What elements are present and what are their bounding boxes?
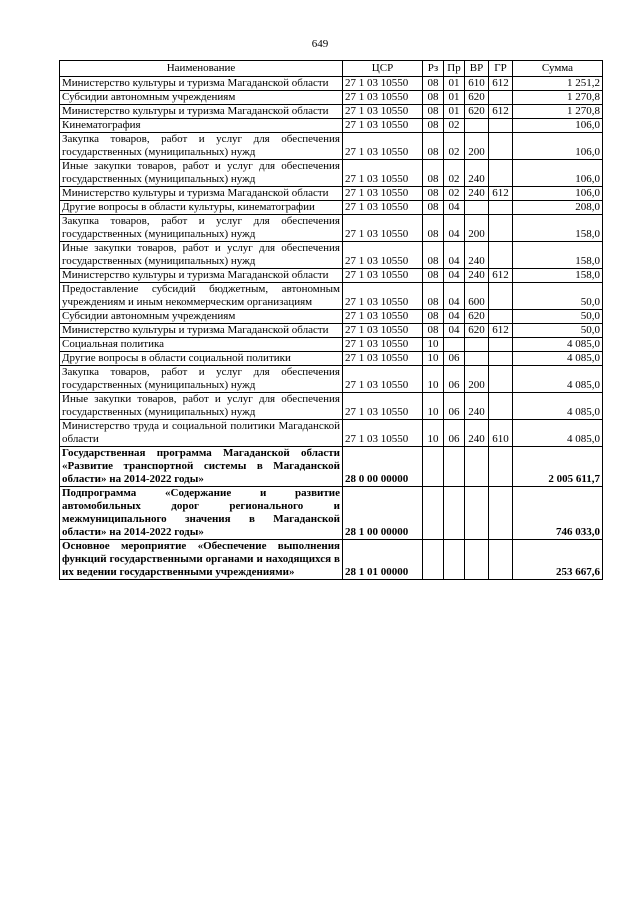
cell-sum: 4 085,0: [513, 393, 603, 420]
cell-pr: [444, 338, 465, 352]
cell-name: Министерство труда и социальной политики Магаданской области: [60, 420, 343, 447]
table-row: [60, 324, 603, 338]
cell-name: Субсидии автономным учреждениям: [60, 310, 343, 324]
cell-sum: 1 270,8: [513, 91, 603, 105]
cell-csr: 27 1 03 10550: [343, 269, 423, 283]
table-row: [60, 160, 603, 187]
cell-gr: [489, 447, 513, 487]
cell-vr: 240: [465, 160, 489, 187]
cell-gr: [489, 352, 513, 366]
cell-name: Министерство культуры и туризма Магаданской области: [60, 324, 343, 338]
cell-rz: [423, 540, 444, 580]
cell-sum: 50,0: [513, 283, 603, 310]
cell-gr: [489, 119, 513, 133]
cell-sum: 158,0: [513, 269, 603, 283]
table-row: [60, 105, 603, 119]
table-row: [60, 310, 603, 324]
cell-sum: 158,0: [513, 215, 603, 242]
cell-rz: 10: [423, 352, 444, 366]
cell-vr: 200: [465, 366, 489, 393]
cell-pr: 06: [444, 366, 465, 393]
cell-name: Иные закупки товаров, работ и услуг для обеспечения государственных (муниципальных) нужд: [60, 160, 343, 187]
cell-name: Предоставление субсидий бюджетным, автономным учреждениям и иным некоммерческим организациям: [60, 283, 343, 310]
cell-rz: 08: [423, 201, 444, 215]
cell-gr: [489, 338, 513, 352]
cell-vr: [465, 352, 489, 366]
cell-sum: 1 251,2: [513, 77, 603, 91]
cell-gr: [489, 201, 513, 215]
cell-vr: 240: [465, 420, 489, 447]
cell-pr: 06: [444, 393, 465, 420]
cell-pr: 01: [444, 91, 465, 105]
cell-vr: [465, 201, 489, 215]
cell-csr: 27 1 03 10550: [343, 105, 423, 119]
table-row: [60, 77, 603, 91]
cell-pr: 06: [444, 420, 465, 447]
header-gr: ГР: [489, 61, 513, 77]
cell-gr: 612: [489, 105, 513, 119]
cell-sum: 4 085,0: [513, 338, 603, 352]
cell-gr: [489, 393, 513, 420]
cell-pr: [444, 487, 465, 540]
cell-gr: 612: [489, 77, 513, 91]
cell-name: Закупка товаров, работ и услуг для обеспечения государственных (муниципальных) нужд: [60, 366, 343, 393]
cell-gr: [489, 283, 513, 310]
cell-vr: 240: [465, 269, 489, 283]
cell-gr: 612: [489, 269, 513, 283]
cell-vr: 620: [465, 310, 489, 324]
cell-sum: 106,0: [513, 187, 603, 201]
cell-csr: 27 1 03 10550: [343, 77, 423, 91]
cell-pr: 04: [444, 310, 465, 324]
cell-rz: 08: [423, 91, 444, 105]
cell-name: Министерство культуры и туризма Магаданской области: [60, 105, 343, 119]
cell-gr: [489, 242, 513, 269]
cell-csr: 28 1 00 00000: [343, 487, 423, 540]
header-csr: ЦСР: [343, 61, 423, 77]
cell-gr: 612: [489, 187, 513, 201]
cell-sum: 50,0: [513, 324, 603, 338]
cell-vr: 610: [465, 77, 489, 91]
table-row: [60, 447, 603, 487]
cell-rz: [423, 447, 444, 487]
cell-name: Закупка товаров, работ и услуг для обеспечения государственных (муниципальных) нужд: [60, 215, 343, 242]
cell-csr: 27 1 03 10550: [343, 242, 423, 269]
table-row: [60, 201, 603, 215]
cell-gr: [489, 215, 513, 242]
cell-sum: 2 005 611,7: [513, 447, 603, 487]
header-pr: Пр: [444, 61, 465, 77]
cell-gr: 610: [489, 420, 513, 447]
table-row: [60, 215, 603, 242]
cell-rz: 10: [423, 420, 444, 447]
cell-pr: 01: [444, 105, 465, 119]
table-row: [60, 487, 603, 540]
cell-name: Иные закупки товаров, работ и услуг для обеспечения государственных (муниципальных) нужд: [60, 242, 343, 269]
cell-name: Другие вопросы в области социальной политики: [60, 352, 343, 366]
cell-gr: 612: [489, 324, 513, 338]
cell-rz: [423, 487, 444, 540]
cell-name: Министерство культуры и туризма Магаданской области: [60, 187, 343, 201]
cell-csr: 27 1 03 10550: [343, 310, 423, 324]
header-name: Наименование: [60, 61, 343, 77]
cell-csr: 28 0 00 00000: [343, 447, 423, 487]
cell-csr: 27 1 03 10550: [343, 187, 423, 201]
cell-csr: 27 1 03 10550: [343, 393, 423, 420]
cell-vr: [465, 540, 489, 580]
cell-gr: [489, 91, 513, 105]
header-sum: Сумма: [513, 61, 603, 77]
cell-rz: 08: [423, 324, 444, 338]
cell-name: Министерство культуры и туризма Магаданской области: [60, 269, 343, 283]
cell-pr: [444, 447, 465, 487]
cell-name: Закупка товаров, работ и услуг для обеспечения государственных (муниципальных) нужд: [60, 133, 343, 160]
table-row: [60, 91, 603, 105]
cell-rz: 10: [423, 366, 444, 393]
cell-csr: 27 1 03 10550: [343, 338, 423, 352]
cell-pr: 04: [444, 242, 465, 269]
cell-csr: 27 1 03 10550: [343, 324, 423, 338]
cell-rz: 08: [423, 105, 444, 119]
cell-sum: 4 085,0: [513, 352, 603, 366]
cell-rz: 08: [423, 242, 444, 269]
cell-sum: 158,0: [513, 242, 603, 269]
cell-rz: 08: [423, 187, 444, 201]
cell-csr: 27 1 03 10550: [343, 201, 423, 215]
cell-sum: 1 270,8: [513, 105, 603, 119]
cell-csr: 27 1 03 10550: [343, 215, 423, 242]
cell-vr: [465, 338, 489, 352]
cell-name: Подпрограмма «Содержание и развитие автомобильных дорог регионального и межмуниципального значения в Магаданской области» на 2014-2022 годы»: [60, 487, 343, 540]
cell-rz: 08: [423, 310, 444, 324]
cell-vr: 240: [465, 242, 489, 269]
table-row: [60, 338, 603, 352]
cell-csr: 28 1 01 00000: [343, 540, 423, 580]
cell-name: Государственная программа Магаданской области «Развитие транспортной системы в Магаданской области» на 2014-2022 годы»: [60, 447, 343, 487]
table-row: [60, 540, 603, 580]
cell-rz: 10: [423, 338, 444, 352]
cell-name: Социальная политика: [60, 338, 343, 352]
table-header-row: [60, 61, 603, 77]
table-row: [60, 242, 603, 269]
cell-vr: 240: [465, 187, 489, 201]
budget-table: [59, 60, 603, 580]
cell-vr: 620: [465, 324, 489, 338]
cell-csr: 27 1 03 10550: [343, 133, 423, 160]
cell-vr: 620: [465, 91, 489, 105]
cell-vr: [465, 487, 489, 540]
cell-rz: 08: [423, 283, 444, 310]
cell-name: Иные закупки товаров, работ и услуг для обеспечения государственных (муниципальных) нужд: [60, 393, 343, 420]
cell-pr: 02: [444, 119, 465, 133]
cell-csr: 27 1 03 10550: [343, 366, 423, 393]
cell-csr: 27 1 03 10550: [343, 352, 423, 366]
cell-pr: 02: [444, 133, 465, 160]
cell-csr: 27 1 03 10550: [343, 420, 423, 447]
table-row: [60, 393, 603, 420]
cell-name: Министерство культуры и туризма Магаданской области: [60, 77, 343, 91]
cell-gr: [489, 310, 513, 324]
cell-rz: 08: [423, 160, 444, 187]
table-row: [60, 269, 603, 283]
cell-rz: 10: [423, 393, 444, 420]
cell-gr: [489, 366, 513, 393]
cell-vr: 240: [465, 393, 489, 420]
cell-csr: 27 1 03 10550: [343, 91, 423, 105]
cell-pr: 04: [444, 269, 465, 283]
cell-rz: 08: [423, 77, 444, 91]
table-row: [60, 366, 603, 393]
cell-sum: 106,0: [513, 160, 603, 187]
cell-rz: 08: [423, 133, 444, 160]
cell-csr: 27 1 03 10550: [343, 119, 423, 133]
cell-vr: 200: [465, 215, 489, 242]
table-row: [60, 187, 603, 201]
table-row: [60, 352, 603, 366]
table-row: [60, 283, 603, 310]
page-number: 649: [311, 38, 329, 50]
cell-sum: 106,0: [513, 119, 603, 133]
cell-sum: 50,0: [513, 310, 603, 324]
cell-pr: 04: [444, 201, 465, 215]
cell-sum: 106,0: [513, 133, 603, 160]
cell-csr: 27 1 03 10550: [343, 283, 423, 310]
cell-vr: 620: [465, 105, 489, 119]
header-vr: ВР: [465, 61, 489, 77]
cell-sum: 746 033,0: [513, 487, 603, 540]
table-row: [60, 133, 603, 160]
cell-name: Другие вопросы в области культуры, кинематографии: [60, 201, 343, 215]
cell-pr: 04: [444, 283, 465, 310]
cell-gr: [489, 487, 513, 540]
table-row: [60, 420, 603, 447]
cell-vr: [465, 119, 489, 133]
cell-gr: [489, 160, 513, 187]
table-row: [60, 119, 603, 133]
cell-name: Субсидии автономным учреждениям: [60, 91, 343, 105]
cell-vr: 600: [465, 283, 489, 310]
cell-pr: 04: [444, 324, 465, 338]
cell-sum: 253 667,6: [513, 540, 603, 580]
cell-rz: 08: [423, 119, 444, 133]
cell-pr: 02: [444, 187, 465, 201]
cell-pr: 02: [444, 160, 465, 187]
cell-rz: 08: [423, 269, 444, 283]
cell-pr: 06: [444, 352, 465, 366]
cell-rz: 08: [423, 215, 444, 242]
cell-pr: 04: [444, 215, 465, 242]
cell-gr: [489, 133, 513, 160]
cell-sum: 4 085,0: [513, 366, 603, 393]
cell-vr: 200: [465, 133, 489, 160]
cell-sum: 208,0: [513, 201, 603, 215]
cell-csr: 27 1 03 10550: [343, 160, 423, 187]
cell-name: Кинематография: [60, 119, 343, 133]
cell-pr: 01: [444, 77, 465, 91]
table-body: [60, 77, 603, 580]
cell-sum: 4 085,0: [513, 420, 603, 447]
cell-vr: [465, 447, 489, 487]
header-rz: Рз: [423, 61, 444, 77]
cell-name: Основное мероприятие «Обеспечение выполнения функций государственными органами и находящихся в их ведении государственными учреждениями»: [60, 540, 343, 580]
cell-pr: [444, 540, 465, 580]
cell-gr: [489, 540, 513, 580]
